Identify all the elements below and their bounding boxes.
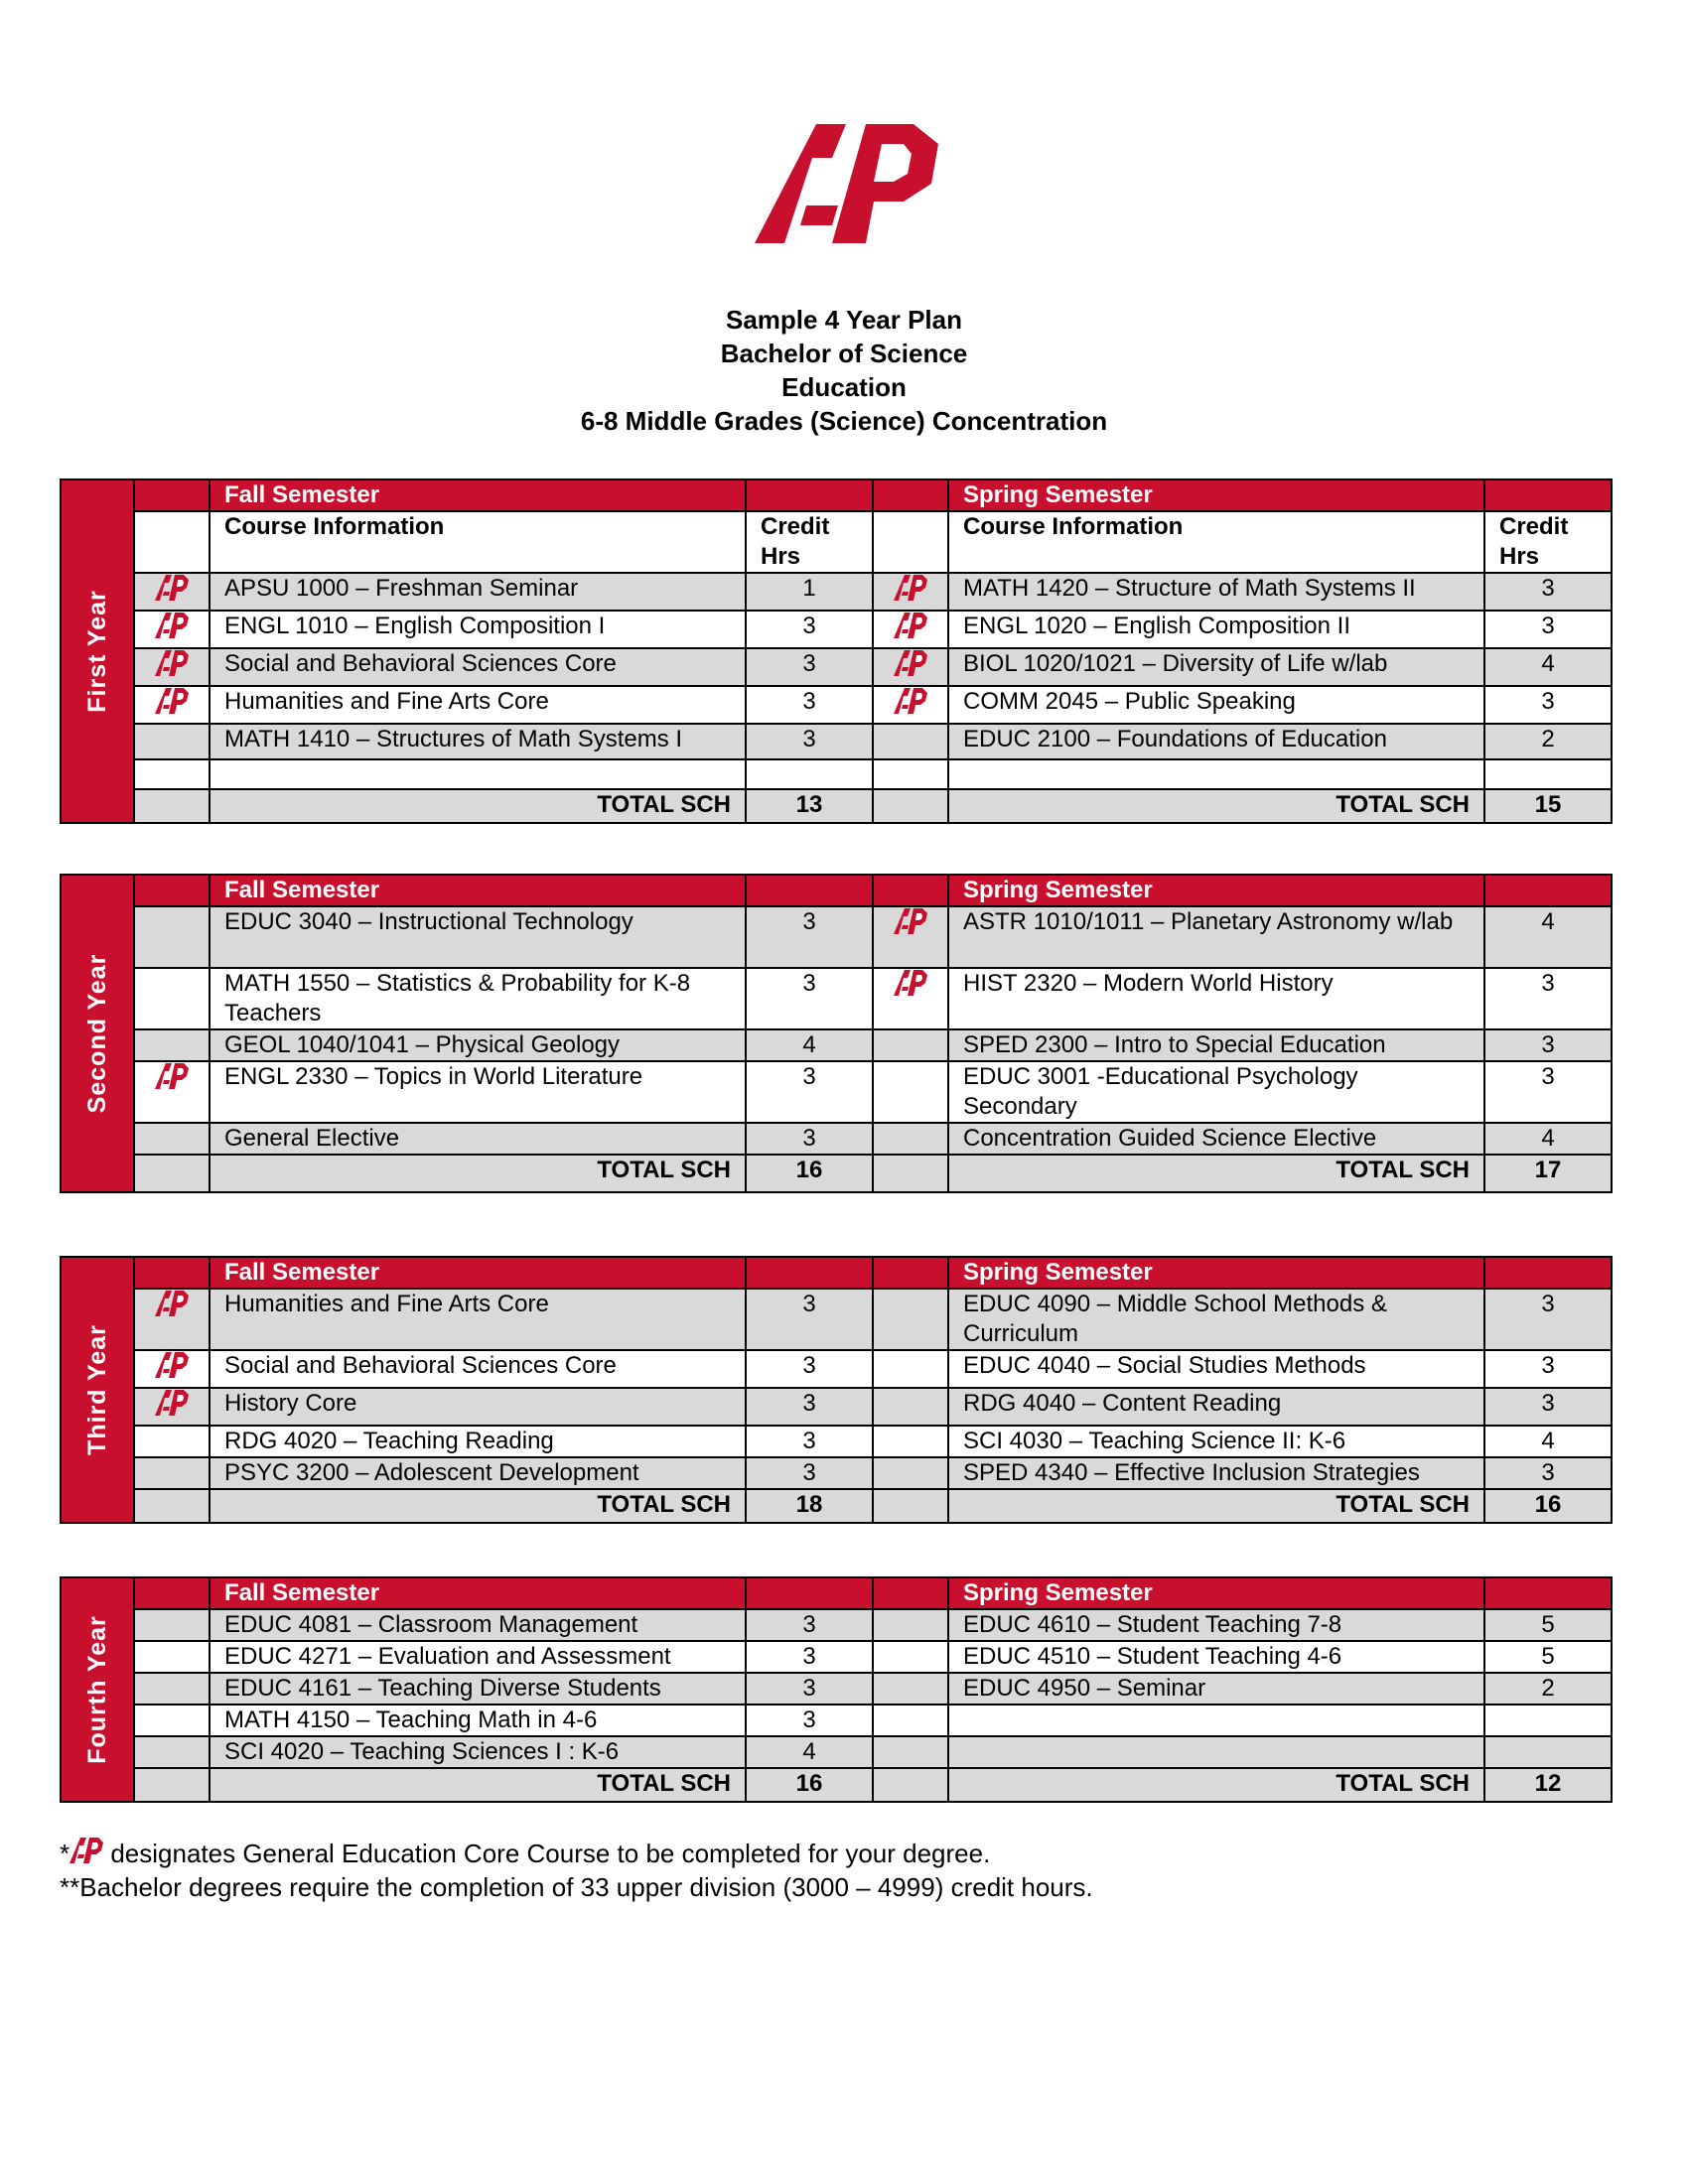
course-row [61,968,1612,1029]
fall-semester-header: Fall Semester [210,479,746,511]
fall-semester-header: Fall Semester [210,1257,746,1289]
credit-label: Credit [761,513,830,540]
header-spacer [1484,1257,1612,1289]
total-spacer [873,789,948,823]
course-row [61,759,1612,789]
ap-core-icon [894,687,927,715]
ap-core-icon [155,574,189,602]
spring-core-indicator [873,1705,948,1736]
year-label-cell [61,875,134,1192]
fall-credit-hours: 4 [746,1029,873,1061]
fall-course-name: SCI 4020 – Teaching Sciences I : K-6 [210,1736,746,1768]
header-spacer [134,1577,210,1609]
spring-course-name [948,1705,1484,1736]
spring-credit-hours [1484,1736,1612,1768]
course-row [61,1609,1612,1641]
fall-credit-hours: 4 [746,1736,873,1768]
ap-core-icon [894,574,927,602]
spring-credit-hours [1484,759,1612,789]
fall-credit-hours: 3 [746,906,873,968]
ap-core-icon [155,1351,189,1379]
year-label: Fourth Year [83,1615,111,1764]
spring-core-indicator [873,686,948,724]
fall-credit-hours: 3 [746,1641,873,1673]
fall-core-indicator [134,1673,210,1705]
spring-credit-hours: 4 [1484,906,1612,968]
spring-course-name: MATH 1420 – Structure of Math Systems II [948,573,1484,611]
plan-title-block [0,303,1688,438]
fall-total-label: TOTAL SCH [210,1155,746,1192]
fall-course-name: PSYC 3200 – Adolescent Development [210,1457,746,1489]
course-row [61,1029,1612,1061]
fall-credit-hours: 3 [746,648,873,686]
spring-course-name: EDUC 4040 – Social Studies Methods [948,1350,1484,1388]
fall-course-name: RDG 4020 – Teaching Reading [210,1426,746,1457]
fall-total-label: TOTAL SCH [210,1489,746,1523]
course-row [61,1426,1612,1457]
fall-total-value: 16 [746,1155,873,1192]
fall-credit-hours: 3 [746,1123,873,1155]
header-spacer [746,479,873,511]
header-spacer [873,1577,948,1609]
year-label: Second Year [83,953,111,1114]
total-spacer [873,1489,948,1523]
ap-core-icon [155,1062,189,1090]
icon-column-header [134,511,210,573]
spring-total-label: TOTAL SCH [948,1768,1484,1802]
fall-course-name: Social and Behavioral Sciences Core [210,648,746,686]
total-spacer [873,1155,948,1192]
fall-course-name: Humanities and Fine Arts Core [210,1289,746,1350]
spring-core-indicator [873,1061,948,1123]
fall-course-name: APSU 1000 – Freshman Seminar [210,573,746,611]
spring-core-indicator [873,573,948,611]
hrs-label: Hrs [1499,543,1540,570]
fall-course-name: EDUC 4161 – Teaching Diverse Students [210,1673,746,1705]
college-title: Education [781,372,907,402]
spring-course-name [948,1736,1484,1768]
spring-course-name: EDUC 2100 – Foundations of Education [948,724,1484,759]
fall-course-name: EDUC 3040 – Instructional Technology [210,906,746,968]
fall-total-label: TOTAL SCH [210,789,746,823]
year-table [60,1256,1613,1524]
spring-total-value: 12 [1484,1768,1612,1802]
fall-course-name: MATH 1410 – Structures of Math Systems I [210,724,746,759]
fall-core-indicator [134,1029,210,1061]
total-row [61,1489,1612,1523]
credit-label: Credit [1499,513,1569,540]
header-spacer [134,875,210,906]
year-label: Third Year [83,1324,111,1455]
credit-hrs-header [1484,511,1612,573]
spring-core-indicator [873,1289,948,1350]
spring-core-indicator [873,1736,948,1768]
spring-core-indicator [873,611,948,648]
fall-total-label: TOTAL SCH [210,1768,746,1802]
header-spacer [1484,1577,1612,1609]
fall-course-name: EDUC 4081 – Classroom Management [210,1609,746,1641]
fall-core-indicator [134,1350,210,1388]
spring-credit-hours: 5 [1484,1641,1612,1673]
core-course-note [60,1837,1093,1870]
spring-credit-hours: 3 [1484,1388,1612,1426]
fall-core-indicator [134,1705,210,1736]
fall-credit-hours: 3 [746,1609,873,1641]
spring-course-name: EDUC 3001 -Educational Psychology Secondary [948,1061,1484,1123]
spring-credit-hours: 4 [1484,1426,1612,1457]
spring-credit-hours: 3 [1484,968,1612,1029]
spring-core-indicator [873,1426,948,1457]
fall-core-indicator [134,1061,210,1123]
spring-credit-hours: 3 [1484,573,1612,611]
spring-semester-header: Spring Semester [948,875,1484,906]
year-label: First Year [83,590,111,713]
year-table [60,874,1613,1193]
core-course-note-text: designates General Education Core Course to be completed for your degree. [103,1839,991,1868]
fall-core-indicator [134,724,210,759]
fall-core-indicator [134,759,210,789]
fall-credit-hours: 3 [746,1289,873,1350]
fall-credit-hours: 3 [746,686,873,724]
fall-core-indicator [134,573,210,611]
spring-credit-hours: 3 [1484,1061,1612,1123]
course-row [61,1123,1612,1155]
semester-header-row [61,1577,1612,1609]
spring-total-label: TOTAL SCH [948,1489,1484,1523]
total-row [61,1155,1612,1192]
ap-core-icon [894,649,927,677]
semester-header-row [61,479,1612,511]
spring-credit-hours: 3 [1484,611,1612,648]
header-spacer [1484,875,1612,906]
course-row [61,1457,1612,1489]
spring-core-indicator [873,1388,948,1426]
ap-logo-icon [755,114,938,283]
spring-core-indicator [873,1029,948,1061]
spring-credit-hours: 3 [1484,1457,1612,1489]
total-spacer [134,1155,210,1192]
year-label-cell [61,479,134,823]
fall-total-value: 16 [746,1768,873,1802]
fall-core-indicator [134,1388,210,1426]
concentration-title: 6-8 Middle Grades (Science) Concentration [580,406,1108,436]
fall-credit-hours: 3 [746,611,873,648]
fall-core-indicator [134,1609,210,1641]
spring-course-name: RDG 4040 – Content Reading [948,1388,1484,1426]
fall-course-name: Humanities and Fine Arts Core [210,686,746,724]
course-row [61,1350,1612,1388]
spring-course-name: ASTR 1010/1011 – Planetary Astronomy w/lab [948,906,1484,968]
fall-course-name: History Core [210,1388,746,1426]
spring-course-name: HIST 2320 – Modern World History [948,968,1484,1029]
spring-course-name: EDUC 4090 – Middle School Methods & Curriculum [948,1289,1484,1350]
column-header-row [61,511,1612,573]
fall-core-indicator [134,611,210,648]
fall-course-name: ENGL 2330 – Topics in World Literature [210,1061,746,1123]
fall-total-value: 13 [746,789,873,823]
fall-credit-hours: 1 [746,573,873,611]
fall-total-value: 18 [746,1489,873,1523]
fall-credit-hours: 3 [746,1457,873,1489]
ap-core-icon [155,687,189,715]
spring-course-name: SPED 4340 – Effective Inclusion Strategies [948,1457,1484,1489]
fall-course-name: GEOL 1040/1041 – Physical Geology [210,1029,746,1061]
course-info-header: Course Information [210,511,746,573]
fall-core-indicator [134,648,210,686]
ap-core-icon [155,1389,189,1417]
fall-course-name: MATH 4150 – Teaching Math in 4-6 [210,1705,746,1736]
fall-core-indicator [134,968,210,1029]
spring-total-label: TOTAL SCH [948,789,1484,823]
spring-core-indicator [873,1673,948,1705]
icon-column-header [873,511,948,573]
fall-core-indicator [134,1457,210,1489]
fall-credit-hours: 3 [746,1705,873,1736]
spring-course-name: ENGL 1020 – English Composition II [948,611,1484,648]
total-spacer [873,1768,948,1802]
course-row [61,724,1612,759]
ap-core-icon [155,649,189,677]
spring-credit-hours: 3 [1484,1289,1612,1350]
footnotes [60,1837,1093,1904]
spring-core-indicator [873,759,948,789]
fall-core-indicator [134,1641,210,1673]
fall-semester-header: Fall Semester [210,875,746,906]
spring-credit-hours: 3 [1484,1350,1612,1388]
course-row [61,906,1612,968]
fall-course-name: Social and Behavioral Sciences Core [210,1350,746,1388]
spring-total-value: 16 [1484,1489,1612,1523]
ap-core-icon [155,1290,189,1317]
fall-course-name: ENGL 1010 – English Composition I [210,611,746,648]
spring-core-indicator [873,968,948,1029]
spring-credit-hours: 2 [1484,724,1612,759]
header-spacer [746,1577,873,1609]
spring-credit-hours: 3 [1484,1029,1612,1061]
fall-course-name: EDUC 4271 – Evaluation and Assessment [210,1641,746,1673]
total-spacer [134,789,210,823]
course-row [61,1736,1612,1768]
spring-credit-hours: 2 [1484,1673,1612,1705]
course-info-header: Course Information [948,511,1484,573]
fall-core-indicator [134,1426,210,1457]
spring-credit-hours: 4 [1484,648,1612,686]
fall-course-name: General Elective [210,1123,746,1155]
total-spacer [134,1768,210,1802]
course-row [61,1673,1612,1705]
semester-header-row [61,875,1612,906]
spring-credit-hours: 5 [1484,1609,1612,1641]
spring-semester-header: Spring Semester [948,1577,1484,1609]
ap-core-icon [894,612,927,639]
total-spacer [134,1489,210,1523]
ap-core-icon [155,612,189,639]
fall-course-name [210,759,746,789]
upper-division-note: **Bachelor degrees require the completion of 33 upper division (3000 – 4999) credit hours. [60,1872,1093,1902]
course-row [61,573,1612,611]
year-label-cell [61,1577,134,1802]
fall-credit-hours: 3 [746,1673,873,1705]
fall-credit-hours: 3 [746,724,873,759]
spring-course-name: Concentration Guided Science Elective [948,1123,1484,1155]
year-table [60,478,1613,824]
spring-total-label: TOTAL SCH [948,1155,1484,1192]
fall-credit-hours: 3 [746,1061,873,1123]
plan-title: Sample 4 Year Plan [726,305,962,335]
spring-core-indicator [873,1123,948,1155]
fall-core-indicator [134,686,210,724]
spring-course-name: EDUC 4510 – Student Teaching 4-6 [948,1641,1484,1673]
course-row [61,1388,1612,1426]
degree-title: Bachelor of Science [720,339,968,368]
ap-core-icon [894,907,927,935]
credit-hrs-header [746,511,873,573]
spring-credit-hours [1484,1705,1612,1736]
fall-credit-hours: 3 [746,1426,873,1457]
ap-core-icon [894,969,927,997]
course-row [61,1061,1612,1123]
fall-core-indicator [134,1289,210,1350]
year-table [60,1576,1613,1803]
spring-course-name: BIOL 1020/1021 – Diversity of Life w/lab [948,648,1484,686]
fall-credit-hours [746,759,873,789]
spring-core-indicator [873,724,948,759]
header-spacer [134,1257,210,1289]
spring-course-name [948,759,1484,789]
spring-core-indicator [873,1350,948,1388]
fall-core-indicator [134,906,210,968]
spring-core-indicator [873,1457,948,1489]
course-row [61,686,1612,724]
spring-total-value: 17 [1484,1155,1612,1192]
total-row [61,1768,1612,1802]
spring-semester-header: Spring Semester [948,1257,1484,1289]
ap-core-icon [70,1837,103,1864]
header-spacer [746,1257,873,1289]
fall-semester-header: Fall Semester [210,1577,746,1609]
fall-credit-hours: 3 [746,1350,873,1388]
spring-credit-hours: 3 [1484,686,1612,724]
note-asterisk: * [60,1839,70,1868]
fall-core-indicator [134,1123,210,1155]
spring-core-indicator [873,1641,948,1673]
course-row [61,648,1612,686]
course-row [61,1289,1612,1350]
header-spacer [134,479,210,511]
semester-header-row [61,1257,1612,1289]
spring-semester-header: Spring Semester [948,479,1484,511]
spring-course-name: COMM 2045 – Public Speaking [948,686,1484,724]
year-label-cell [61,1257,134,1523]
fall-course-name: MATH 1550 – Statistics & Probability for K-8 Teachers [210,968,746,1029]
course-row [61,1641,1612,1673]
spring-course-name: SCI 4030 – Teaching Science II: K-6 [948,1426,1484,1457]
course-row [61,1705,1612,1736]
hrs-label: Hrs [761,543,801,570]
spring-course-name: SPED 2300 – Intro to Special Education [948,1029,1484,1061]
spring-core-indicator [873,648,948,686]
fall-credit-hours: 3 [746,968,873,1029]
fall-core-indicator [134,1736,210,1768]
course-row [61,611,1612,648]
header-spacer [1484,479,1612,511]
spring-total-value: 15 [1484,789,1612,823]
spring-core-indicator [873,1609,948,1641]
header-spacer [873,479,948,511]
spring-core-indicator [873,906,948,968]
spring-course-name: EDUC 4950 – Seminar [948,1673,1484,1705]
header-spacer [873,1257,948,1289]
spring-course-name: EDUC 4610 – Student Teaching 7-8 [948,1609,1484,1641]
fall-credit-hours: 3 [746,1388,873,1426]
header-spacer [746,875,873,906]
total-row [61,789,1612,823]
header-spacer [873,875,948,906]
spring-credit-hours: 4 [1484,1123,1612,1155]
